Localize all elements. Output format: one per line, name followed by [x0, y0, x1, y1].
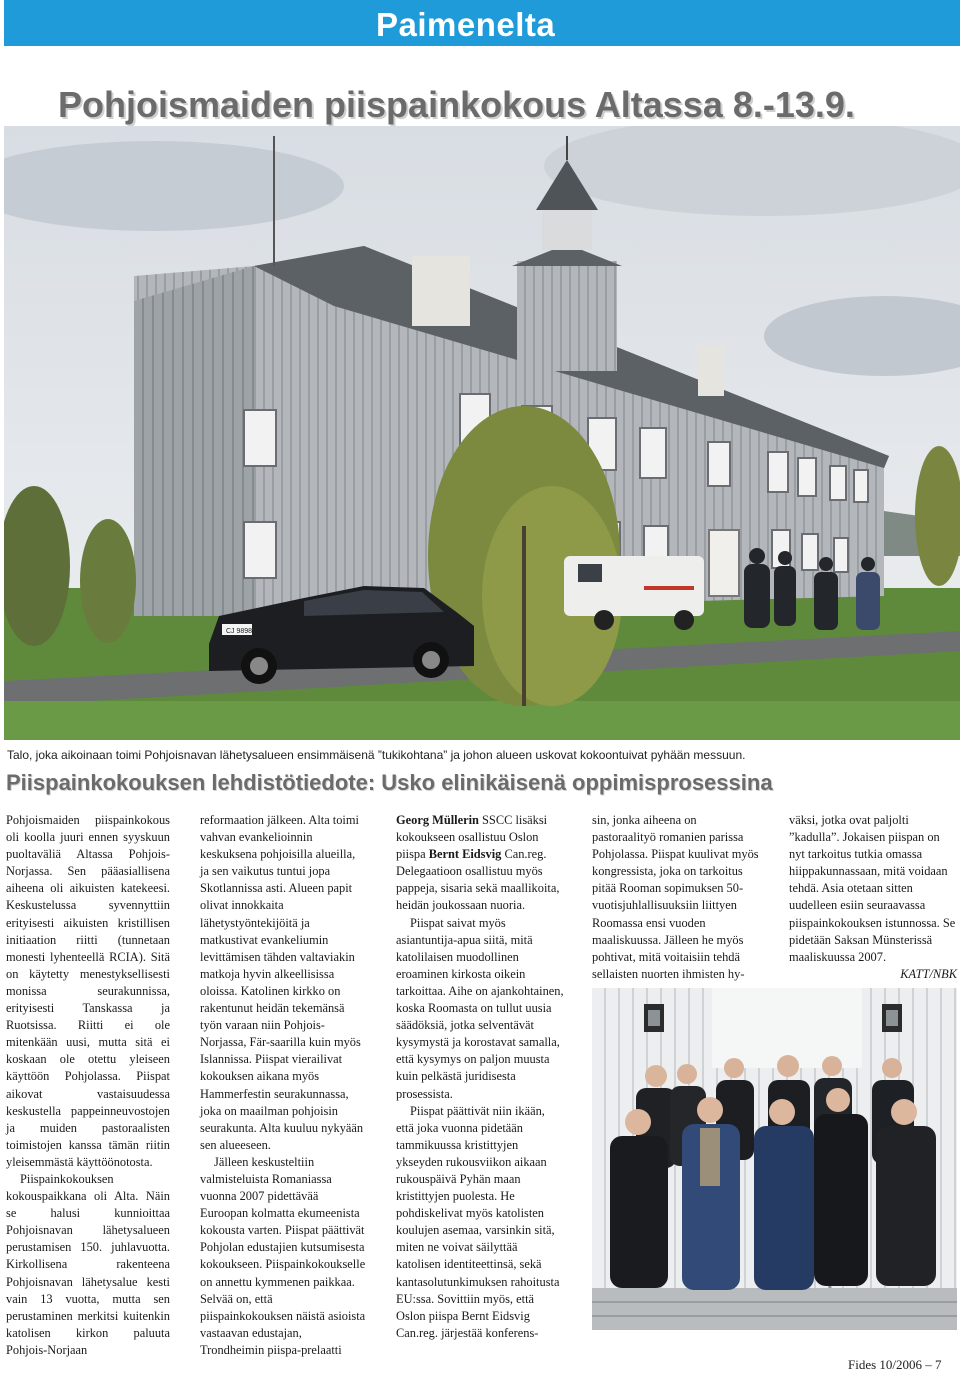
article-column-2 — [200, 812, 367, 1359]
article-column-1 — [6, 812, 170, 1359]
author-signature: KATT/NBK — [900, 966, 957, 981]
person-name: Bernt Eidsvig — [428, 847, 502, 862]
paragraph: väksi, jotka ovat paljolti ”kadulla”. Jokaisen piispan on nyt tarkoitus tutkia omassa hiippakunnassaan, mitä voidaan tehdä. Asia otetaan sitten uudelleen esiin seuraavassa piispainkokouksen istunnossa. Se pidetään Saksan Münsterissä maaliskuussa 2007. — [789, 813, 956, 964]
section-title: Paimenelta — [376, 6, 556, 43]
car-license-plate: CJ 98989 — [226, 628, 256, 635]
article-column-3 — [396, 812, 564, 1342]
article-subtitle: Piispainkokouksen lehdistötiedote: Usko elinikäisenä oppimisprosessina — [6, 770, 773, 795]
photo-caption: Talo, joka aikoinaan toimi Pohjoisnavan lähetysalueen ensimmäisenä ”tukikohtana” ja johon alueen uskovat kokoontuivat pyhään messuun. — [7, 748, 746, 762]
church-building-photo — [4, 126, 960, 740]
paragraph: Piispainkokouksen kokouspaikkana oli Alta. Näin se halusi kunnioittaa Pohjoisnavan lähetysalueen perustamisen 150. juhlavuotta. Kirkollisena rakenteena Pohjoisnavan lähetysalue kesti vain 13 vuotta, mutta sen perustaminen merkitsi kuitenkin katolisen kirkon paluuta Pohjois-Norjaan — [6, 1171, 170, 1357]
paragraph: Pohjoismaiden piispainkokous oli koolla juuri ennen syyskuun puoltaväliä Altassa Pohjois-Norjassa. Sen pääasiallisena aiheena oli aikuisten katekeesi. Keskustelussa syvennyttiin erityisesti aikuisten kristillisen initiaation riitti (tunnetaan monesti lyhenteellä RCIA). Sitä on käytetty menestyksellisesti monissa seurakunnissa, erityisesti Tanskassa ja Ruotsissa. Riitti ei ole mitenkään uusi, mutta sitä ei koskaan ole otettu yleiseen käyttöön Pohjolassa. Piispat aikovat vastaisuudessa keskustella pappeinneuvostojen ja muiden pastoraalisten toimistojen kanssa tämän riitin yleisemmästä käyttöönotosta. — [6, 813, 170, 1169]
person-name: Georg Müllerin — [396, 813, 479, 827]
bishops-group-photo — [592, 988, 957, 1330]
paragraph: sin, jonka aiheena on pastoraalityö romanien parissa Pohjolassa. Piispat kuulivat myös kongressista, joka on tarkoitus pitää Rooman sopimuksen 50-vuotisjuhlallisuuksiin liittyen Roomassa ensi vuoden maaliskuussa. Jälleen he myös pohtivat, mitä voitaisiin tehdä sellaisten nuorten ihmisten hy- — [592, 813, 759, 981]
article-column-5 — [789, 812, 957, 983]
paragraph: Jälleen keskusteltiin valmisteluista Romaniassa vuonna 2007 pidettävää Euroopan kolmatta ekumeenista kokousta varten. Piispat päättivät Pohjolan edustajien kutsumisesta kokoukseen. Piispainkokoukselle on annettu kymmenen paikkaa. Selvää on, että piispainkokouksen näistä asioista vastaavan edustajan, Trondheimin piispa-prelaatti — [200, 1154, 366, 1357]
paragraph: reformaation jälkeen. Alta toimi vahvan evankelioinnin keskuksena pohjoisilla alueilla, ja sen vaikutus tuntui jopa Skotlannissa asti. Alueen papit olivat innokkaita lähetystyöntekijöitä ja matkustivat evankeliumin levittämisen tähden valtaviakin matkoja hyvin alkeellisissa oloissa. Katolinen kirkko on rakentunut heidän tekemänsä työn varaan niin Pohjois-Norjassa, Fär-saarilla kuin myös Islannissa. Piispat vierailivat kokouksen aikana myös Hammerfestin seurakunnassa, joka on maailman pohjoisin seurakunta. Alta kuuluu nykyään sen alueeseen. — [200, 813, 364, 1152]
article-column-4 — [592, 812, 760, 983]
page-footer: Fides 10/2006 – 7 — [848, 1357, 942, 1372]
paragraph: Georg Müllerin SSCC lisäksi kokoukseen osallistuu Oslon piispa Bernt Eidsvig Can.reg. Delegaatioon osallistuu myös pappeja, sisaria sekä maallikoita, heidän joukossaan nuoria. — [396, 813, 560, 913]
paragraph: Piispat saivat myös asiantuntija-apua siitä, mitä katolilaisen muodollinen eroaminen kirkosta oikein tarkoittaa. Aihe on ajankohtainen, koska Roomasta on tullut uusia säädöksiä, jotka selventävät kysymystä ja korostavat samalla, että kysymys on paljon muusta kuin pelkästä juridisesta prosessista. — [396, 915, 564, 1101]
paragraph: Piispat päättivät niin ikään, että joka vuonna pidetään tammikuussa kristittyjen ykseyden rukousviikon aikaan rukouspäivä Pyhän maan kristittyjen puolesta. He pohdiskelivat myös katolisten koulujen asemaa, varsinkin sitä, miten ne voivat säilyttää katolisen identiteettinsä, sekä kantasolutunkimuksen rahoitusta EU:ssa. Sovittiin myös, että Oslon piispa Bernt Eidsvig Can.reg. järjestää konferens- — [396, 1103, 560, 1340]
article-title: Pohjoismaiden piispainkokous Altassa 8.-13.9. — [58, 84, 855, 125]
